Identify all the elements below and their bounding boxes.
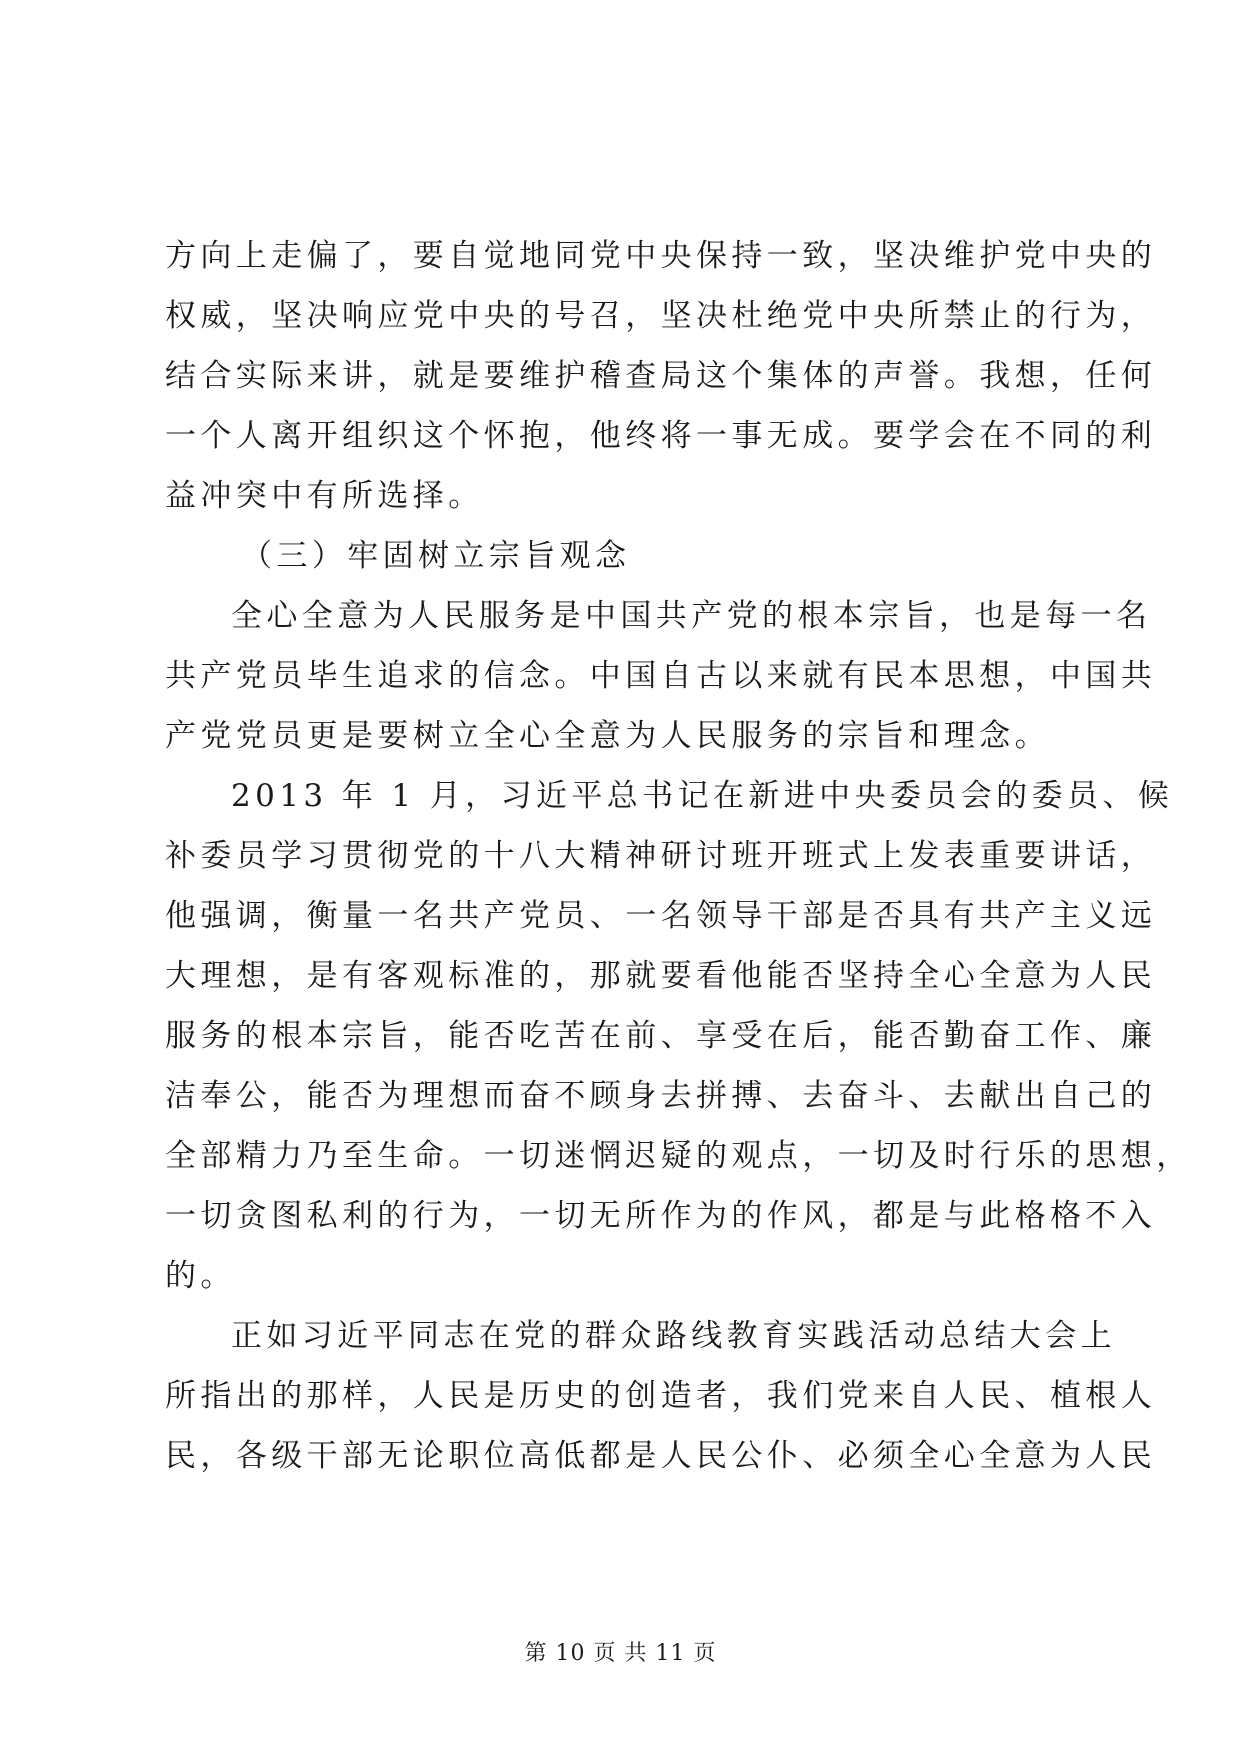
text-line: 益冲突中有所选择。: [165, 478, 484, 514]
text-line: 所指出的那样，人民是历史的创造者，我们党来自人民、植根人: [165, 1378, 1157, 1414]
section-heading: （三）牢固树立宗旨观念: [241, 538, 631, 574]
page-number-footer: 第 10 页 共 11 页: [524, 1641, 717, 1666]
text-line: 补委员学习贯彻党的十八大精神研讨班开班式上发表重要讲话，: [165, 838, 1157, 874]
text-line: 2013 年 1 月，习近平总书记在新进中央委员会的委员、候: [231, 778, 1174, 814]
text-line: 全心全意为人民服务是中国共产党的根本宗旨，也是每一名: [231, 598, 1152, 634]
text-line: 正如习近平同志在党的群众路线教育实践活动总结大会上: [231, 1318, 1116, 1354]
body-text: [165, 226, 1192, 1486]
text-line: 全部精力乃至生命。一切迷惘迟疑的观点，一切及时行乐的思想，: [165, 1138, 1192, 1174]
text-line: 方向上走偏了，要自觉地同党中央保持一致，坚决维护党中央的: [165, 238, 1157, 274]
text-line: 洁奉公，能否为理想而奋不顾身去拼搏、去奋斗、去献出自己的: [165, 1078, 1157, 1114]
text-line: 权威，坚决响应党中央的号召，坚决杜绝党中央所禁止的行为，: [165, 298, 1157, 334]
text-line: 的。: [165, 1258, 236, 1294]
text-line: 民，各级干部无论职位高低都是人民公仆、必须全心全意为人民: [165, 1438, 1157, 1474]
text-line: 共产党员毕生追求的信念。中国自古以来就有民本思想，中国共: [165, 658, 1157, 694]
text-line: 产党党员更是要树立全心全意为人民服务的宗旨和理念。: [165, 718, 1050, 754]
text-line: 大理想，是有客观标准的，那就要看他能否坚持全心全意为人民: [165, 958, 1157, 994]
text-line: 服务的根本宗旨，能否吃苦在前、享受在后，能否勤奋工作、廉: [165, 1018, 1157, 1054]
text-line: 他强调，衡量一名共产党员、一名领导干部是否具有共产主义远: [165, 898, 1157, 934]
text-line: 一切贪图私利的行为，一切无所作为的作风，都是与此格格不入: [165, 1198, 1157, 1234]
text-line: 一个人离开组织这个怀抱，他终将一事无成。要学会在不同的利: [165, 418, 1157, 454]
text-line: 结合实际来讲，就是要维护稽查局这个集体的声誉。我想，任何: [165, 358, 1157, 394]
